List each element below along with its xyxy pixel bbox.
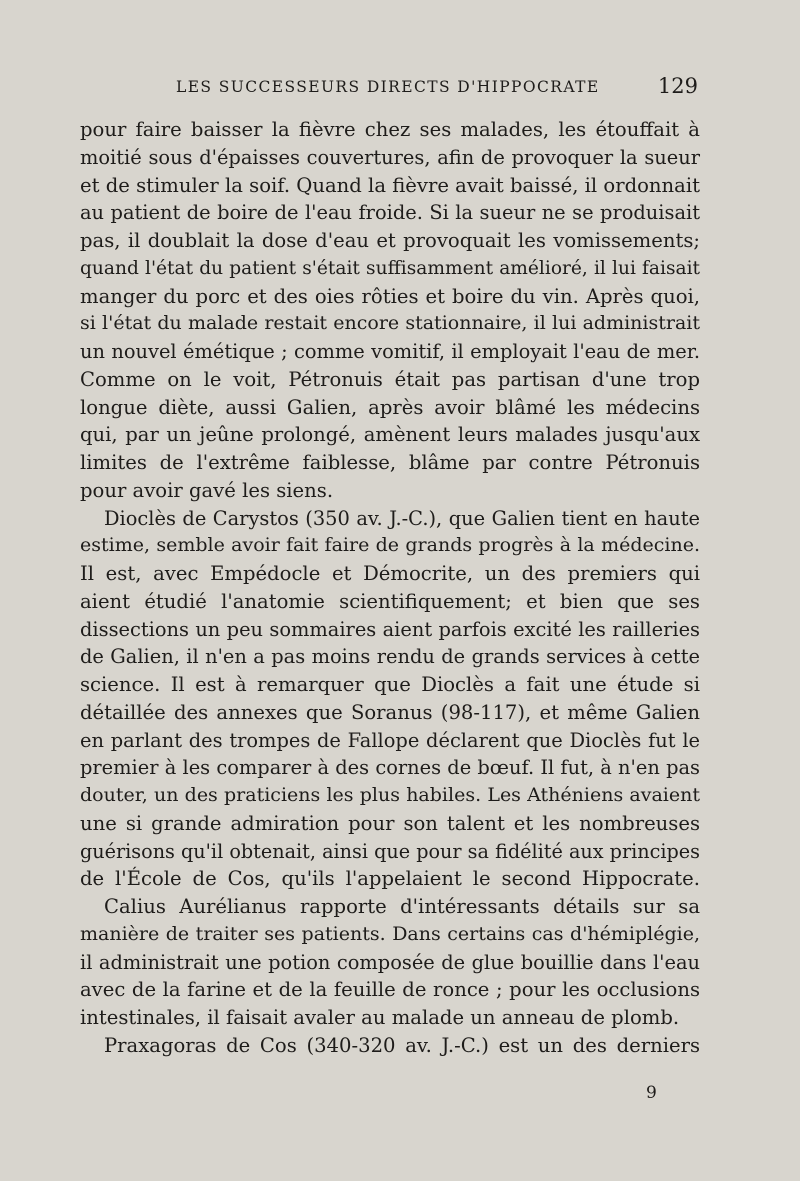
- text-line: limites de l'extrême faiblesse, blâme par contre Pétronuis: [80, 451, 700, 474]
- text-line: si l'état du malade restait encore stationnaire, il lui administrait: [80, 312, 700, 335]
- text-line: qui, par un jeûne prolongé, amènent leurs malades jusqu'aux: [80, 423, 700, 447]
- text-line: pour avoir gavé les siens.: [80, 478, 334, 502]
- text-line: Calius Aurélianus rapporte d'intéressants détails sur sa: [104, 895, 700, 918]
- text-line: une si grande admiration pour son talent et les nombreuses: [80, 811, 700, 835]
- text-line: intestinales, il faisait avaler au malade un anneau de plomb.: [80, 1006, 680, 1029]
- text-line: manger du porc et des oies rôties et boire du vin. Après quoi,: [80, 284, 700, 308]
- text-line: de Galien, il n'en a pas moins rendu de grands services à cette: [80, 645, 700, 669]
- text-line: science. Il est à remarquer que Dioclès a fait une étude si: [80, 673, 700, 696]
- text-line: au patient de boire de l'eau froide. Si la sueur ne se produisait: [80, 201, 700, 225]
- text-line: moitié sous d'épaisses couvertures, afin de provoquer la sueur: [80, 145, 700, 169]
- text-line: premier à les comparer à des cornes de bœuf. Il fut, à n'en pas: [80, 756, 700, 780]
- text-line: Il est, avec Empédocle et Démocrite, un des premiers qui: [80, 562, 700, 585]
- text-line: dissections un peu sommaires aient parfois excité les railleries: [80, 617, 700, 641]
- text-line: aient étudié l'anatomie scientifiquement; et bien que ses: [80, 589, 700, 613]
- text-line: avec de la farine et de la feuille de ronce ; pour les occlusions: [80, 978, 700, 1002]
- text-line: longue diète, aussi Galien, après avoir blâmé les médecins: [80, 395, 700, 419]
- text-line: pas, il doublait la dose d'eau et provoquait les vomissements;: [80, 229, 700, 252]
- text-line: de l'École de Cos, qu'ils l'appelaient le second Hippocrate.: [80, 867, 700, 891]
- page-number: 129: [657, 74, 698, 98]
- text-line: il administrait une potion composée de glue bouillie dans l'eau: [80, 950, 700, 974]
- text-line: estime, semble avoir fait faire de grands progrès à la médecine.: [80, 534, 700, 557]
- text-line: quand l'état du patient s'était suffisamment amélioré, il lui faisait: [80, 257, 700, 279]
- running-head: [80, 74, 698, 100]
- text-line: douter, un des praticiens les plus habiles. Les Athéniens avaient: [80, 784, 700, 806]
- text-line: manière de traiter ses patients. Dans certains cas d'hémiplégie,: [80, 922, 700, 945]
- text-line: guérisons qu'il obtenait, ainsi que pour sa fidélité aux principes: [80, 839, 700, 863]
- text-line: un nouvel émétique ; comme vomitif, il employait l'eau de mer.: [80, 340, 700, 363]
- text-line: Dioclès de Carystos (350 av. J.-C.), que Galien tient en haute: [104, 506, 700, 530]
- text-line: en parlant des trompes de Fallope déclarent que Dioclès fut le: [80, 728, 700, 752]
- text-line: Praxagoras de Cos (340-320 av. J.-C.) est un des derniers: [104, 1033, 700, 1057]
- text-line: et de stimuler la soif. Quand la fièvre avait baissé, il ordonnait: [80, 173, 700, 197]
- text-line: pour faire baisser la fièvre chez ses malades, les étouffait à: [80, 118, 700, 141]
- text-line: détaillée des annexes que Soranus (98-117), et même Galien: [80, 700, 700, 724]
- running-title: LES SUCCESSEURS DIRECTS D'HIPPOCRATE: [176, 78, 600, 96]
- text-line: Comme on le voit, Pétronuis était pas partisan d'une trop: [80, 367, 700, 391]
- signature-mark: 9: [646, 1083, 657, 1103]
- body-text: [80, 116, 700, 1060]
